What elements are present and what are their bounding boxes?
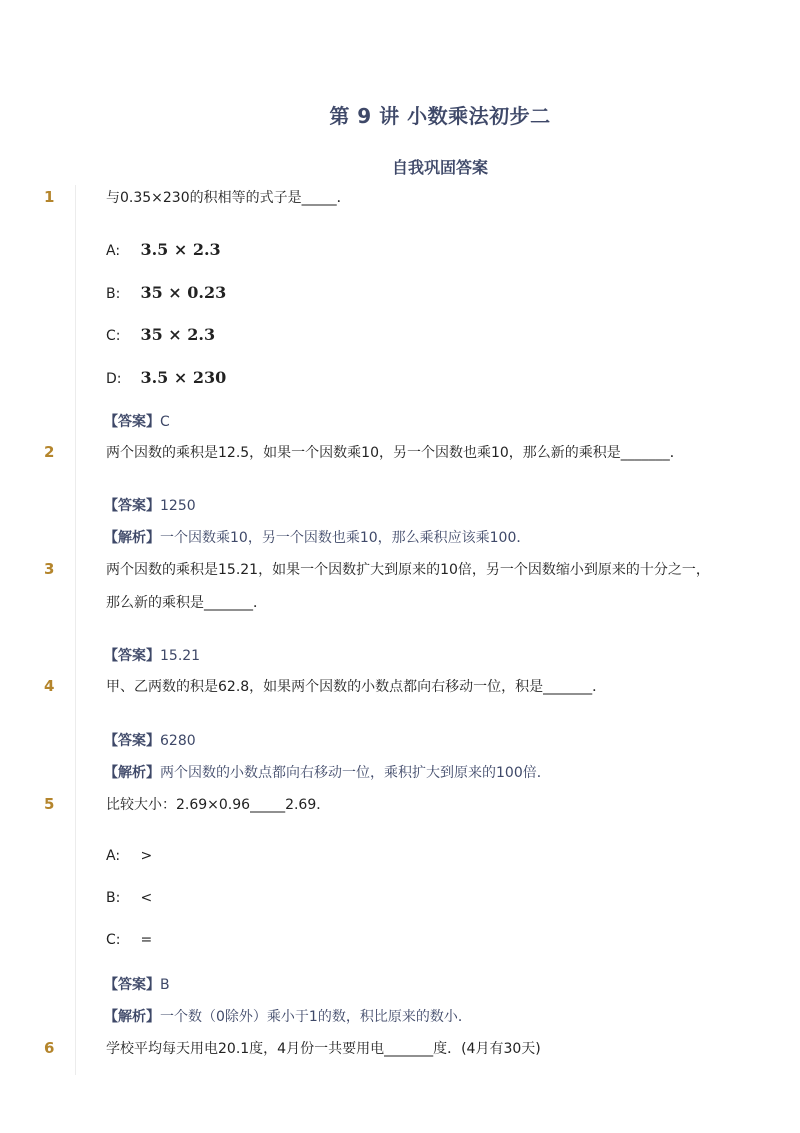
answer-label: 【答案】	[104, 977, 160, 993]
question-text-4: 甲、乙两数的积是62.8，如果两个因数的小数点都向右移动一位，积是_______．	[106, 679, 607, 695]
analysis-label: 【解析】	[104, 1009, 160, 1025]
option-letter: C:	[106, 328, 121, 344]
analysis-label: 【解析】	[104, 530, 160, 546]
question-number-4: 4	[44, 677, 55, 695]
option-letter: D:	[106, 371, 122, 387]
answer-value: 15.21	[160, 648, 201, 664]
answer-value: B	[160, 977, 170, 993]
question-text-3a: 两个因数的乘积是15.21，如果一个因数扩大到原来的10倍，另一个因数缩小到原来的十分之一，	[106, 562, 710, 578]
analysis-text: 一个因数乘10，另一个因数也乘10，那么乘积应该乘100．	[160, 530, 531, 546]
analysis-text: 两个因数的小数点都向右移动一位，乘积扩大到原来的100倍．	[160, 765, 551, 781]
option-letter: B:	[106, 286, 121, 302]
answer-3	[104, 645, 200, 665]
answer-5	[104, 974, 170, 994]
answer-4	[104, 730, 196, 750]
analysis-5	[104, 1006, 472, 1026]
question-number-5: 5	[44, 795, 55, 813]
question-text-2: 两个因数的乘积是12.5，如果一个因数乘10，另一个因数也乘10，那么新的乘积是_______．	[106, 445, 684, 461]
option-value: >	[140, 848, 153, 864]
margin-divider	[75, 185, 76, 1075]
answer-label: 【答案】	[104, 733, 160, 749]
option-value: 35 × 0.23	[140, 283, 227, 302]
answer-label: 【答案】	[104, 498, 160, 514]
option-value: 3.5 × 2.3	[140, 240, 221, 259]
page-title: 第 9 讲 小数乘法初步二	[329, 104, 551, 128]
option-letter: B:	[106, 890, 121, 906]
answer-value: 6280	[160, 733, 196, 749]
option-c	[106, 932, 152, 948]
option-letter: C:	[106, 932, 121, 948]
answer-2	[104, 495, 196, 515]
option-a	[106, 848, 152, 864]
option-b	[106, 890, 152, 906]
option-a	[106, 240, 221, 259]
option-letter: A:	[106, 243, 121, 259]
option-c	[106, 325, 215, 344]
answer-label: 【答案】	[104, 414, 160, 430]
analysis-4	[104, 762, 551, 782]
page-subtitle: 自我巩固答案	[391, 158, 488, 177]
option-value: =	[140, 932, 153, 948]
question-text-6: 学校平均每天用电20.1度，4月份一共要用电_______度．(4月有30天)	[106, 1041, 541, 1057]
question-number-2: 2	[44, 443, 55, 461]
option-letter: A:	[106, 848, 121, 864]
question-number-3: 3	[44, 560, 55, 578]
option-value: 35 × 2.3	[140, 325, 216, 344]
option-b	[106, 283, 226, 302]
analysis-text: 一个数（0除外）乘小于1的数，积比原来的数小．	[160, 1009, 472, 1025]
option-d	[106, 368, 226, 387]
question-text-3b: 那么新的乘积是_______．	[106, 595, 267, 611]
answer-label: 【答案】	[104, 648, 160, 664]
question-number-6: 6	[44, 1039, 55, 1057]
question-text-5: 比较大小：2.69×0.96_____2.69．	[106, 797, 331, 813]
question-text-1: 与0.35×230的积相等的式子是_____．	[106, 190, 351, 206]
answer-1	[104, 411, 170, 431]
answer-value: 1250	[160, 498, 196, 514]
analysis-2	[104, 527, 530, 547]
option-value: <	[140, 890, 153, 906]
answer-value: C	[160, 414, 170, 430]
analysis-label: 【解析】	[104, 765, 160, 781]
question-number-1: 1	[44, 188, 55, 206]
option-value: 3.5 × 230	[140, 368, 227, 387]
